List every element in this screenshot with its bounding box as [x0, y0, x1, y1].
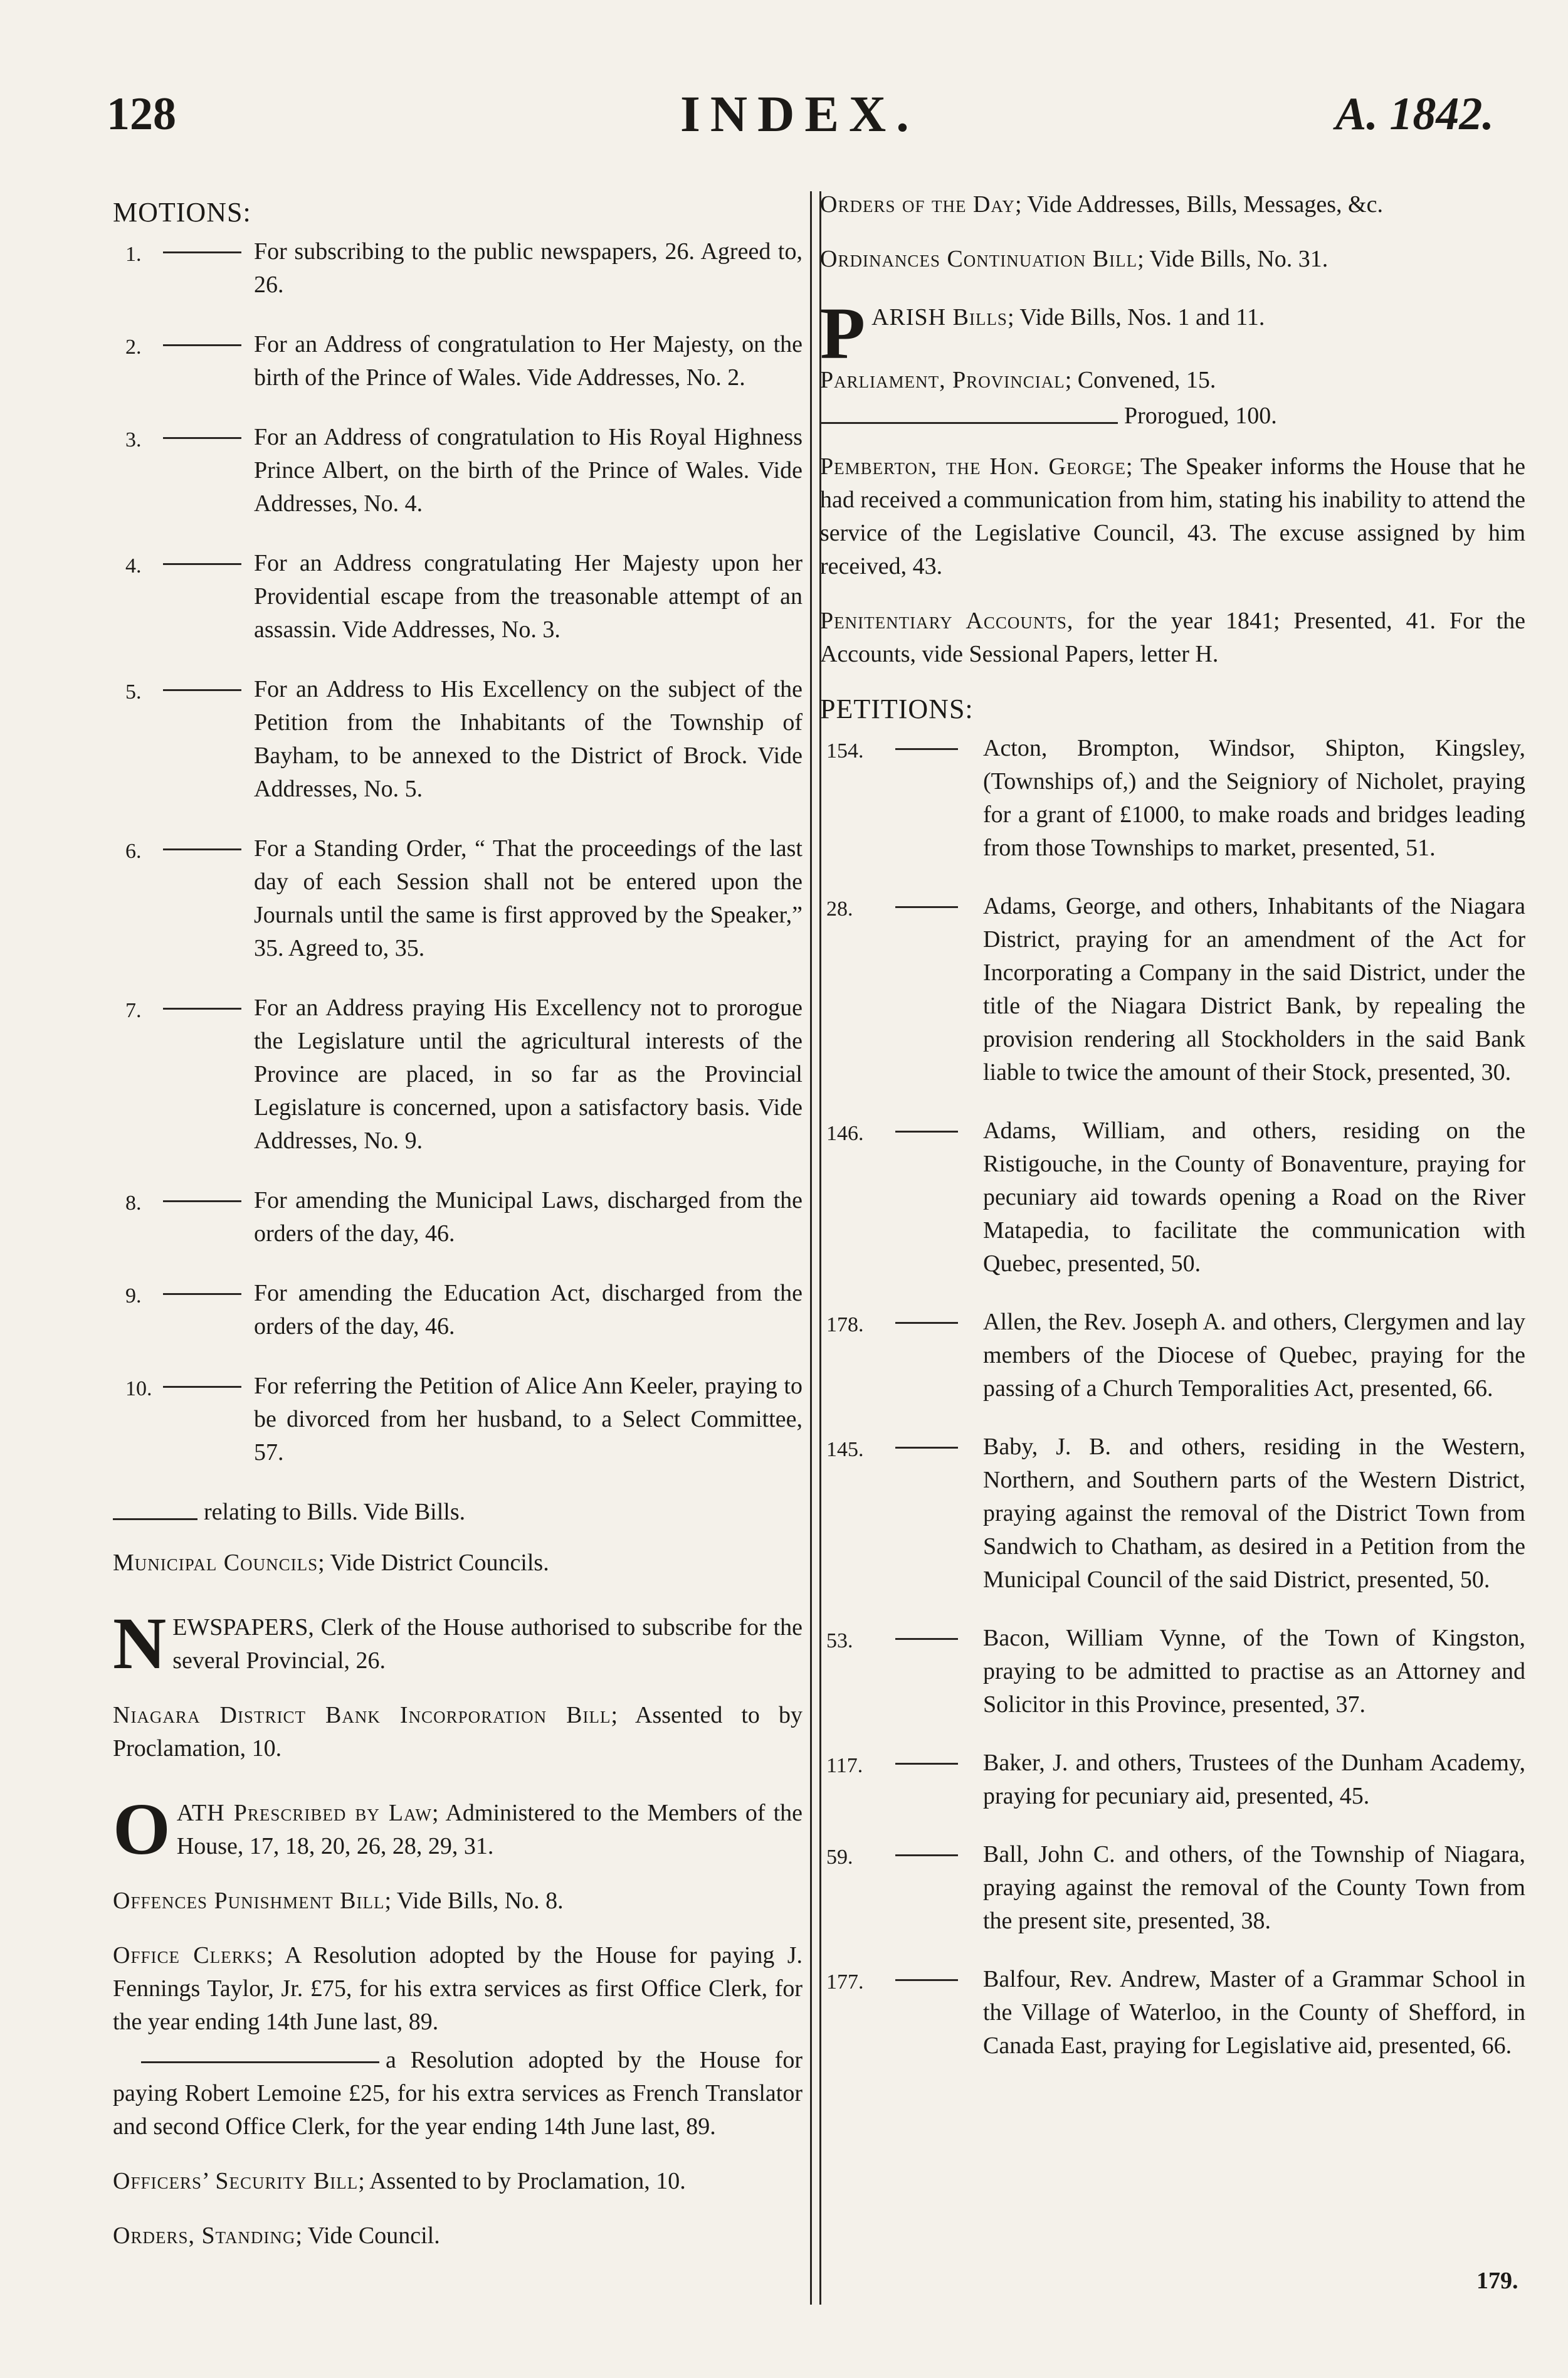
petition-dash — [895, 1979, 958, 1981]
entry-text: ; Convened, 15. — [1065, 367, 1216, 393]
petition-item — [820, 1747, 1525, 1813]
petition-dash — [895, 1763, 958, 1765]
petition-number: 178. — [826, 1313, 864, 1336]
motion-item — [113, 991, 802, 1158]
entry-text: ; Vide Bills, No. 8. — [384, 1888, 564, 1914]
oath-entry — [113, 1788, 803, 1870]
penitentiary-entry — [820, 605, 1525, 671]
niagara-entry — [113, 1699, 802, 1765]
petition-text: Bacon, William Vynne, of the Town of Kingston, praying to be admitted to practise as an Attorney and Solicitor in this Province, presented, 37. — [983, 1625, 1525, 1718]
motion-number: 3. — [125, 428, 142, 452]
petition-item — [820, 1838, 1525, 1938]
petition-number: 145. — [826, 1438, 864, 1461]
petition-item — [820, 1306, 1525, 1405]
entry-text: Prorogued, 100. — [1124, 403, 1277, 429]
motion-item — [113, 1277, 802, 1343]
petition-number: 59. — [826, 1846, 853, 1869]
petition-text: Baby, J. B. and others, residing in the Western, Northern, and Southern parts of the Western District, praying against the removal of the District Town from Sandwich to Chatham, as desired in a Petition from the Municipal Council of the said District, presented, 50. — [983, 1434, 1525, 1593]
officers-security-entry — [113, 2165, 802, 2198]
entry-text: ; Assented to by Proclamation, 10. — [113, 1702, 802, 1762]
motion-item — [113, 421, 802, 521]
entry-head: Office Clerks — [113, 1942, 267, 1968]
motions-heading: MOTIONS: — [113, 197, 251, 228]
newspapers-entry — [113, 1602, 802, 1684]
municipal-entry — [113, 1546, 802, 1580]
motion-text: For an Address of congratulation to His Royal Highness Prince Albert, on the birth of the Prince of Wales. Vide Addresses, No. 4. — [254, 424, 802, 517]
petition-item — [820, 1114, 1525, 1281]
petition-text: Ball, John C. and others, of the Township of Niagara, praying against the removal of the County Town from the present site, presented, 38. — [983, 1841, 1525, 1934]
petition-item — [820, 1963, 1525, 2063]
motion-dash — [163, 1293, 241, 1295]
petition-item — [820, 890, 1525, 1089]
entry-text: , for the year 1841; Presented, 41. For the Accounts, vide Sessional Papers, letter H. — [820, 608, 1526, 667]
entry-head: ATH Prescribed by Law — [176, 1800, 432, 1826]
petition-dash — [895, 1322, 958, 1324]
motion-item — [113, 547, 802, 647]
motion-number: 5. — [125, 680, 142, 704]
entry-dash — [820, 422, 1118, 424]
parliament-entry — [820, 364, 1525, 397]
entry-dash — [113, 1518, 197, 1520]
motion-dash — [163, 563, 241, 565]
drop-cap: P — [820, 292, 866, 374]
entry-text: ; Vide Addresses, Bills, Messages, &c. — [1014, 191, 1383, 218]
relating-bills-entry — [113, 1496, 802, 1529]
petition-dash — [895, 1131, 958, 1133]
entry-head: ARISH Bills — [871, 304, 1008, 330]
motion-text: For subscribing to the public newspapers, 26. Agreed to, 26. — [254, 238, 802, 298]
petition-text: Allen, the Rev. Joseph A. and others, Clergymen and lay members of the Diocese of Quebec, praying for the passing of a Church Temporalities Act, presented, 66. — [983, 1309, 1525, 1402]
entry-head: Parliament, Provincial — [820, 367, 1065, 393]
page-title: INDEX. — [680, 85, 919, 142]
motion-number: 10. — [125, 1377, 152, 1400]
motion-dash — [163, 1200, 241, 1202]
petition-number: 28. — [826, 897, 853, 921]
motion-item — [113, 235, 802, 302]
motion-text: For an Address to His Excellency on the subject of the Petition from the Inhabitants of the Township of Bayham, to be annexed to the District of Brock. Vide Addresses, No. 5. — [254, 676, 802, 802]
entry-text: ; Vide District Councils. — [318, 1550, 549, 1576]
motion-text: For amending the Municipal Laws, discharged from the orders of the day, 46. — [254, 1187, 802, 1247]
petitions-heading: PETITIONS: — [820, 694, 974, 724]
motion-number: 2. — [125, 336, 142, 359]
petition-dash — [895, 906, 958, 908]
entry-head: Offences Punishment Bill — [113, 1888, 385, 1914]
motion-number: 1. — [125, 243, 142, 266]
motion-text: For an Address of congratulation to Her Majesty, on the birth of the Prince of Wales. Vide Addresses, No. 2. — [254, 331, 802, 391]
petition-dash — [895, 1638, 958, 1640]
petition-number: 154. — [826, 739, 864, 763]
entry-head: Orders, Standing — [113, 2222, 296, 2249]
entry-text: ; A Resolution adopted by the House for paying J. Fennings Taylor, Jr. £75, for his extra services as first Office Clerk, for the year ending 14th June last, 89. — [113, 1942, 802, 2035]
petition-item — [820, 1430, 1525, 1597]
entry-dash — [141, 2061, 379, 2063]
petition-item — [820, 732, 1525, 865]
office-clerks-entry — [113, 1939, 802, 2039]
entry-text: ; Vide Bills, Nos. 1 and 11. — [1007, 304, 1265, 330]
petition-text: Baker, J. and others, Trustees of the Dunham Academy, praying for pecuniary aid, presented, 45. — [983, 1750, 1525, 1809]
motion-number: 7. — [125, 999, 142, 1022]
orders-day-entry — [820, 188, 1525, 221]
relating-bills-text: relating to Bills. Vide Bills. — [204, 1499, 466, 1525]
motion-dash — [163, 344, 241, 346]
entry-text: ; Vide Bills, No. 31. — [1137, 246, 1329, 272]
drop-cap: N — [113, 1602, 167, 1684]
page-year: A. 1842. — [1335, 88, 1494, 140]
entry-head: Officers’ Security Bill — [113, 2168, 359, 2194]
entry-head: Orders of the Day — [820, 191, 1015, 218]
motion-number: 9. — [125, 1284, 142, 1308]
motion-item — [113, 673, 802, 806]
drop-cap: O — [113, 1788, 171, 1870]
motion-number: 6. — [125, 840, 142, 863]
motion-dash — [163, 251, 241, 253]
motion-number: 8. — [125, 1192, 142, 1215]
motion-dash — [163, 437, 241, 439]
petition-dash — [895, 1854, 958, 1856]
entry-text: a Resolution adopted by the House for paying Robert Lemoine £25, for his extra services as French Translator and second Office Clerk, for the year ending 14th June last, 89. — [113, 2047, 802, 2140]
motion-item — [113, 1184, 802, 1250]
motion-item — [113, 832, 802, 965]
petition-dash — [895, 748, 958, 750]
orders-standing-entry — [113, 2219, 802, 2253]
entry-head: Niagara District Bank Incorporation Bill — [113, 1702, 611, 1728]
entry-text: ; Vide Council. — [295, 2222, 440, 2249]
motion-dash — [163, 848, 241, 850]
petition-dash — [895, 1447, 958, 1449]
entry-head: Municipal Councils — [113, 1550, 318, 1576]
signature-mark: 179. — [1476, 2268, 1518, 2294]
right-column — [820, 188, 1525, 2088]
petition-number: 53. — [826, 1629, 853, 1652]
petition-text: Adams, William, and others, residing on the Ristigouche, in the County of Bonaventure, praying for pecuniary aid towards opening a Road on the River Matapedia, to facilitate the communication with Quebec, presented, 50. — [983, 1118, 1525, 1277]
ordinances-entry — [820, 243, 1525, 276]
entry-text: ; Assented to by Proclamation, 10. — [358, 2168, 686, 2194]
prorogued-entry — [820, 399, 1525, 433]
petition-text: Acton, Brompton, Windsor, Shipton, Kingsley, (Townships of,) and the Seigniory of Nicholet, praying for a grant of £1000, to make roads and bridges leading from those Townships to market, presented, 51. — [983, 735, 1525, 861]
motion-text: For an Address congratulating Her Majesty upon her Providential escape from the treasonable attempt of an assassin. Vide Addresses, No. 3. — [254, 550, 802, 643]
offences-entry — [113, 1884, 802, 1918]
motion-dash — [163, 689, 241, 691]
entry-head: Pemberton, the Hon. George — [820, 453, 1126, 480]
motion-item — [113, 328, 802, 394]
entry-text: , Clerk of the House authorised to subscribe for the several Provincial, 26. — [172, 1614, 802, 1674]
motion-number: 4. — [125, 554, 142, 578]
motion-text: For referring the Petition of Alice Ann Keeler, praying to be divorced from her husband, to a Select Committee, 57. — [254, 1373, 802, 1466]
office-clerks-sub-entry — [113, 2044, 802, 2143]
entry-text: ; The Speaker informs the House that he had received a communication from him, stating his inability to attend the service of the Legislative Council, 43. The excuse assigned by him received, 43. — [820, 453, 1526, 579]
entry-head: EWSPAPERS — [172, 1614, 308, 1641]
page-number: 128 — [107, 88, 176, 140]
petition-number: 117. — [826, 1754, 863, 1777]
petition-text: Balfour, Rev. Andrew, Master of a Grammar School in the Village of Waterloo, in the County of Shefford, in Canada East, praying for Legislative aid, presented, 66. — [983, 1966, 1525, 2059]
motion-text: For an Address praying His Excellency not to prorogue the Legislature until the agricultural interests of the Province are placed, in so far as the Provincial Legislature is concerned, upon a satisfactory basis. Vide Addresses, No. 9. — [254, 995, 802, 1154]
entry-head: Penitentiary Accounts — [820, 608, 1067, 634]
entry-head: Ordinances Continuation Bill — [820, 246, 1138, 272]
petition-number: 177. — [826, 1970, 864, 1994]
motion-dash — [163, 1008, 241, 1010]
motion-item — [113, 1370, 802, 1469]
left-column — [113, 188, 802, 2274]
entry-text: ; Administered to the Members of the House, 17, 18, 20, 26, 28, 29, 31. — [176, 1800, 803, 1859]
pemberton-entry — [820, 450, 1525, 583]
parish-entry — [820, 292, 1525, 374]
petition-text: Adams, George, and others, Inhabitants of the Niagara District, praying for an amendment of the Act for Incorporating a Company in the said District, under the title of the Niagara District Bank, by repealing the provision rendering all Stockholders in the said Bank liable to twice the amount of their Stock, presented, 30. — [983, 893, 1525, 1086]
petition-item — [820, 1622, 1525, 1721]
motion-dash — [163, 1386, 241, 1388]
motion-text: For amending the Education Act, discharged from the orders of the day, 46. — [254, 1280, 802, 1340]
motion-text: For a Standing Order, “ That the proceedings of the last day of each Session shall not be entered upon the Journals until the same is first approved by the Speaker,” 35. Agreed to, 35. — [254, 835, 802, 961]
petition-number: 146. — [826, 1122, 864, 1145]
